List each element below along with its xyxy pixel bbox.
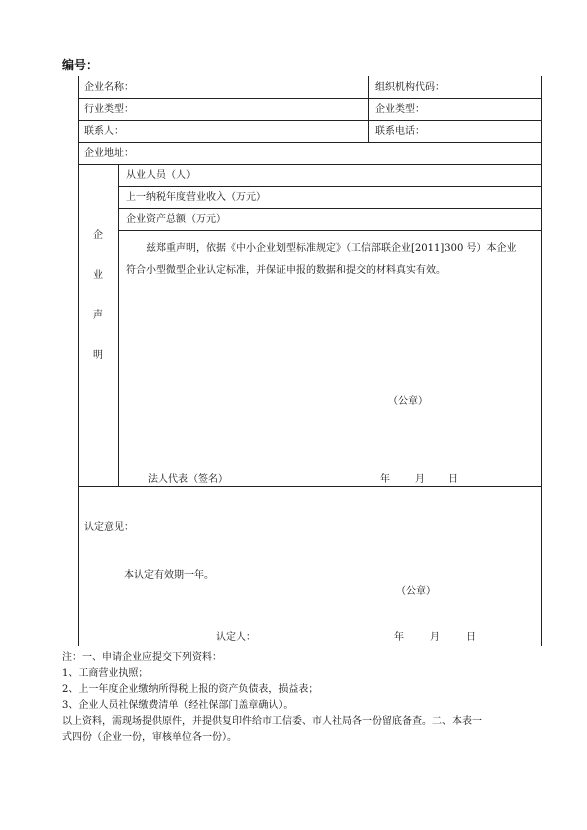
note-line: 3、企业人员社保缴费清单（经社保部门盖章确认）。 (62, 700, 294, 711)
row-divider (118, 208, 541, 209)
opinion-date-day: 日 (466, 632, 476, 643)
column-divider (368, 120, 369, 142)
note-line: 注：一、申请企业应提交下列资料： (62, 652, 222, 663)
employees-field[interactable]: 从业人员（人） (126, 170, 196, 181)
document-number-label: 编号： (62, 58, 99, 72)
company-name-field[interactable]: 企业名称： (84, 82, 134, 93)
declaration-date-year: 年 (380, 474, 390, 485)
company-type-field[interactable]: 企业类型： (375, 104, 425, 115)
org-code-field[interactable]: 组织机构代码： (375, 82, 445, 93)
row-divider (78, 120, 541, 121)
note-line: 1、工商营业执照； (62, 668, 149, 679)
opinion-seal: （公章） (396, 586, 436, 597)
company-address-field[interactable]: 企业地址： (84, 148, 134, 159)
side-label-char: 业 (93, 270, 103, 281)
note-line: 式四份（企业一份，审核单位各一份）。 (62, 732, 237, 743)
section-divider (78, 486, 541, 487)
side-label-char: 明 (93, 350, 103, 361)
certifier-signature[interactable]: 认定人： (216, 632, 256, 643)
row-divider (78, 98, 541, 99)
column-divider (368, 76, 369, 98)
row-divider (78, 142, 541, 143)
declaration-label-divider (118, 164, 119, 486)
opinion-label: 认定意见： (84, 522, 134, 533)
opinion-date-year: 年 (394, 632, 404, 643)
form-border-right (541, 76, 542, 646)
declaration-date-day: 日 (448, 474, 458, 485)
certification-form (78, 76, 541, 646)
note-line: 2、上一年度企业缴纳所得税上报的资产负债表，损益表； (62, 684, 319, 695)
side-label-char: 声 (93, 310, 103, 321)
side-label-char: 企 (93, 230, 103, 241)
row-divider (118, 186, 541, 187)
legal-rep-signature[interactable]: 法人代表（签名） (148, 474, 228, 485)
contact-phone-field[interactable]: 联系电话： (375, 126, 425, 137)
row-divider (78, 164, 541, 165)
industry-type-field[interactable]: 行业类型： (84, 104, 134, 115)
declaration-seal: （公章） (388, 396, 428, 407)
row-divider (118, 230, 541, 231)
total-assets-field[interactable]: 企业资产总额（万元） (126, 214, 226, 225)
opinion-date-month: 月 (430, 632, 440, 643)
contact-person-field[interactable]: 联系人： (84, 126, 124, 137)
notes-section (62, 650, 532, 746)
declaration-statement: 兹郑重声明，依据《中小企业划型标准规定》（工信部联企业[2011]300 号）本企业符合小型微型企业认定标准，并保证申报的数据和提交的材料真实有效。 (126, 243, 517, 276)
opinion-validity: 本认定有效期一年。 (124, 570, 214, 581)
note-line: 以上资料，需现场提供原件，并提供复印件给市工信委、市人社局各一份留底备查。二、本表一 (62, 716, 482, 727)
declaration-side-label (78, 226, 118, 636)
declaration-date-month: 月 (415, 474, 425, 485)
column-divider (368, 98, 369, 120)
prev-revenue-field[interactable]: 上一纳税年度营业收入（万元） (126, 192, 266, 203)
